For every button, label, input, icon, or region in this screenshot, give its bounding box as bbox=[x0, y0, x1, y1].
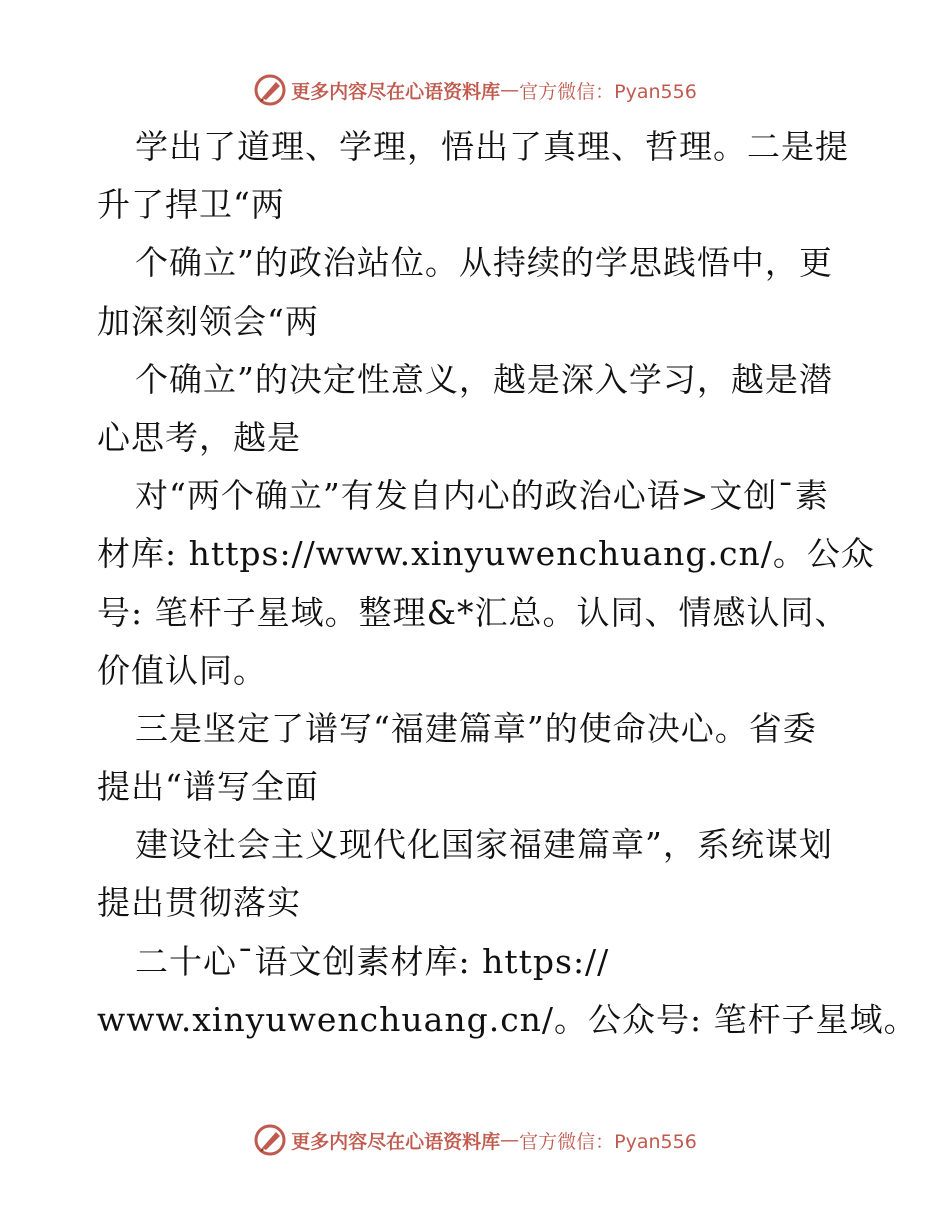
body-line: 提出贯彻落实 bbox=[97, 883, 301, 923]
header-wechat-text: 官方微信：Pyan556 bbox=[519, 80, 697, 103]
footer-wechat-text: 官方微信：Pyan556 bbox=[519, 1130, 697, 1153]
body-line: 三是坚定了谱写“福建篇章”的使命决心。省委 bbox=[135, 708, 817, 748]
body-line: 个确立”的决定性意义，越是深入学习，越是潜 bbox=[135, 359, 833, 399]
body-line: 对“两个确立”有发自内心的政治心语>文创¯素 bbox=[135, 476, 829, 516]
header-site-text: 更多内容尽在心语资料库 bbox=[291, 80, 501, 103]
header-separator: — bbox=[500, 79, 520, 101]
footer-separator: — bbox=[500, 1129, 520, 1151]
body-line: 心思考，越是 bbox=[97, 417, 301, 457]
footer-banner bbox=[0, 1120, 950, 1160]
body-line: 提出“谱写全面 bbox=[97, 767, 319, 807]
body-line: 二十心¯语文创素材库: https:// bbox=[135, 941, 610, 981]
body-line: www.xinyuwenchuang.cn/。公众号: 笔杆子星域。 bbox=[97, 999, 918, 1039]
pen-logo-icon bbox=[253, 1123, 287, 1157]
body-line: 号: 笔杆子星域。整理&*汇总。认同、情感认同、 bbox=[97, 592, 849, 632]
body-line: 材库: https://www.xinyuwenchuang.cn/。公众 bbox=[97, 534, 875, 574]
body-line: 个确立”的政治站位。从持续的学思践悟中，更 bbox=[135, 243, 833, 283]
header-banner bbox=[0, 70, 950, 110]
body-line: 加深刻领会“两 bbox=[97, 301, 319, 341]
document-body bbox=[97, 118, 918, 1049]
body-line: 升了捍卫“两 bbox=[97, 185, 285, 225]
body-line: 学出了道理、学理，悟出了真理、哲理。二是提 bbox=[135, 127, 849, 166]
body-line: 建设社会主义现代化国家福建篇章”，系统谋划 bbox=[135, 825, 833, 865]
body-line: 价值认同。 bbox=[97, 650, 267, 690]
pen-logo-icon bbox=[253, 73, 287, 107]
footer-site-text: 更多内容尽在心语资料库 bbox=[291, 1130, 501, 1153]
